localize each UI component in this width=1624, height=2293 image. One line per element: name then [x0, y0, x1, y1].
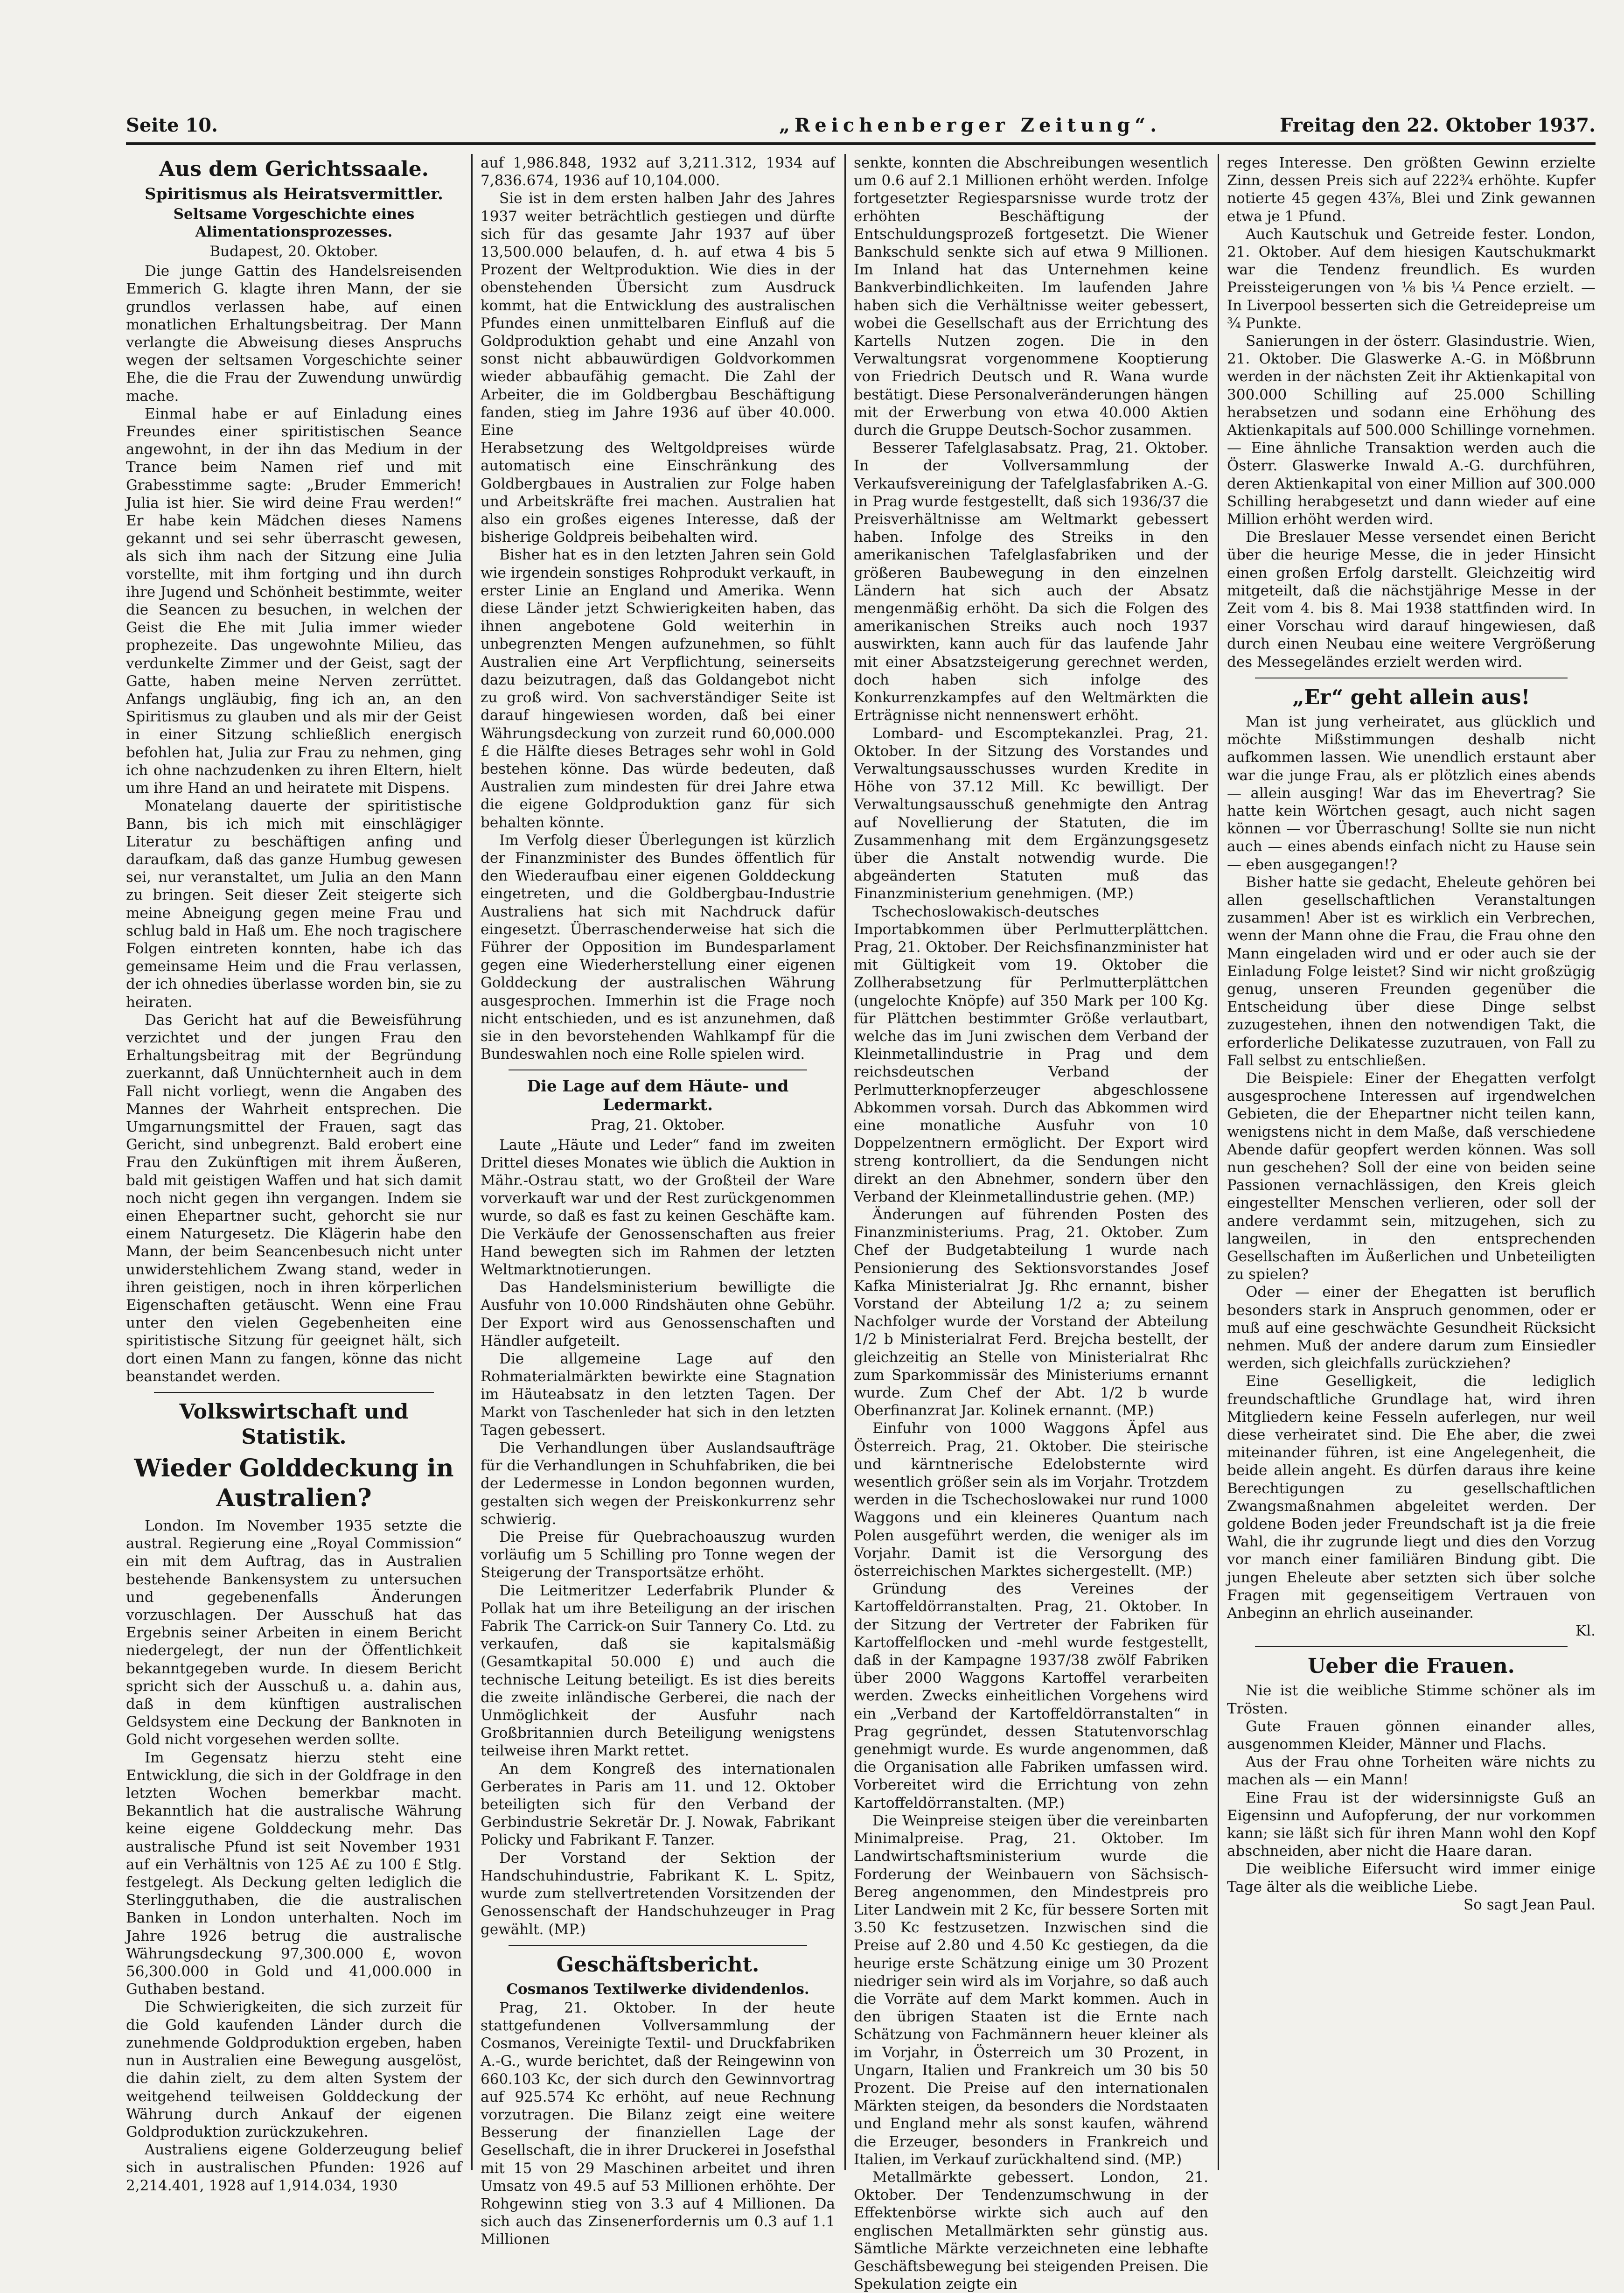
- paragraph: Die Schwierigkeiten, die sich zurzeit für die Gold kaufenden Länder durch die zunehmende Goldproduktion ergeben, haben nun in Australien eine Bewegung ausgelöst, die dahin zielt, zu dem alten System der weitgehend teilweisen Golddeckung der Währung durch Ankauf der eigenen Goldproduktion zurückzukehren.: [126, 1999, 462, 2140]
- section-title: Geschäftsbericht.: [556, 1952, 760, 1977]
- paragraph: Die Breslauer Messe versendet einen Bericht über die heurige Messe, die in jeder Hinsicht einen großen Erfolg darstellt. Gleichzeitig wird mitgeteilt, daß die nächstjährige Messe in der Zeit vom 4. bis 8. Mai 1938 stattfinden wird. In einer Vorschau wird darauf hingewiesen, daß durch einen Neubau eine weitere Vergrößerung des Messegeländes erzielt werden wird.: [1227, 529, 1596, 671]
- paragraph: Im Gegensatz hierzu steht eine Entwicklung, die sich in der Goldfrage in den letzten Wochen bemerkbar macht. Bekanntlich hat die australische Währung keine eigene Golddeckung mehr. Das australische Pfund ist seit November 1931 auf ein Verhältnis von 125 A£ zu 100 £ Stlg. festgelegt. Als Deckung gelten lediglich die Sterlingguthaben, die die australischen Banken in London unterhalten. Noch im Jahre 1926 betrug die australische Währungsdeckung 97,300.000 £, wovon 56,300.000 in Gold und 41,000.000 in Guthaben bestand.: [126, 1749, 462, 1998]
- paragraph: Gründung des Vereines der Kartoffeldörranstalten. Prag, 21. Oktober. In der Sitzung der Vertreter der Fabriken für Kartoffelflocken und -mehl wurde festgestellt, daß in der Kampagne 1937/38 zwölf Fabriken über 2000 Waggons Kartoffel verarbeiten werden. Zwecks einheitlichen Vorgehens wird ein „Verband der Kartoffeldörranstalten“ in Prag gegründet, dessen Statutenvorschlag genehmigt wurde. Es wurde angenommen, daß die Organisation alle Fabriken umfassen wird. Vorbereitet wird die Errichtung von zehn Kartoffeldörranstalten. (MP.): [854, 1580, 1208, 1811]
- paragraph: An dem Kongreß des internationalen Gerberates in Paris am 11. und 12. Oktober beteiligten sich für den Verband der Gerbindustrie Sekretär Dr. J. Nowak, Fabrikant Policky und Fabrikant F. Tanzer.: [481, 1760, 835, 1849]
- paragraph: Prag, 21. Oktober. In der heute stattgefundenen Vollversammlung der Cosmanos, Vereinigte Textil- und Druckfabriken A.-G., wurde berichtet, daß der Reingewinn von 660.103 Kc, der sich durch den Gewinnvortrag auf 925.574 Kc erhöht, auf neue Rechnung vorzutragen. Die Bilanz zeigt eine weitere Besserung der finanziellen Lage der Gesellschaft, die in ihrer Druckerei in Josefsthal mit 15 von 29 Maschinen arbeitet und ihren Umsatz von 49.5 auf 53 Millionen erhöhte. Der Rohgewinn stieg von 3.3 auf 4 Millionen. Da sich auch das Zinsenerfordernis um 0.3 auf 1.1 Millionen: [481, 1999, 835, 2248]
- article-title: Cosmanos Textilwerke dividendenlos.: [506, 1980, 809, 1998]
- paragraph: Sie ist in dem ersten halben Jahr des Jahres 1937 weiter beträchtlich gestiegen und dürfte sich für das gesamte Jahr 1937 auf über 13,500.000 belaufen, d. h. auf etwa 4 bis 5 Prozent der Weltproduktion. Wie dies in der obenstehenden Übersicht zum Ausdruck kommt, hat die Entwicklung des australischen Pfundes einen unmittelbaren Einfluß auf die Goldproduktion gehabt und eine Anzahl von sonst nicht abbauwürdigen Goldvorkommen wieder abbaufähig gemacht. Die Zahl der Arbeiter, die im Goldbergbau Beschäftigung fanden, stieg im Jahre 1936 auf über 40.000. Eine: [481, 190, 835, 439]
- paragraph: Einmal habe er auf Einladung eines Freundes einer spiritistischen Seance angewohnt, in der ihn das Medium in der Trance beim Namen rief und mit Grabesstimme sagte: „Bruder Emmerich! Julia ist hier. Sie wird deine Frau werden!“ Er habe kein Mädchen dieses Namens gekannt und sei sehr überrascht gewesen, als sich ihm nach der Sitzung eine Julia vorstellte, mit ihm fortging und ihn durch ihre Jugend und Schönheit bestimmte, weiter die Seancen zu besuchen, in welchen der Geist die Ehe mit Julia immer wieder prophezeite. Das ungewohnte Milieu, das verdunkelte Zimmer und der Geist, sagt der Gatte, haben meine Nerven zerrüttet. Anfangs ungläubig, fing ich an, an den Spiritismus zu glauben und als mir der Geist in einer Sitzung schließlich energisch befohlen hat, Julia zur Frau zu nehmen, ging ich ohne nachzudenken zu ihren Eltern, hielt um ihre Hand an und heiratete mit Dispens.: [126, 405, 462, 797]
- column-divider: [844, 154, 846, 2170]
- newspaper-title: „Reichenberger Zeitung“.: [779, 114, 1162, 136]
- paragraph: Einfuhr von 1000 Waggons Äpfel aus Österreich. Prag, 21. Oktober. Die steirische und kärntnerische Edelobsternte wird wesentlich größer sein als im Vorjahr. Trotzdem werden in die Tschechoslowakei nur rund 1000 Waggons und ein kleineres Quantum nach Polen ausgeführt werden, die weniger als im Vorjahr. Damit ist die Versorgung des österreichischen Marktes sichergestellt. (MP.): [854, 1420, 1208, 1580]
- paragraph: senkte, konnten die Abschreibungen wesentlich um 0.6 auf 2.1 Millionen erhöht werden. Infolge fortgesetzter Regiesparsnisse wurde trotz der erhöhten Beschäftigung der Entschuldungsprozeß fortgesetzt. Die Wiener Bankschuld senkte sich auf etwa 9 Millionen. Im Inland hat das Unternehmen keine Bankverbindlichkeiten. Im laufenden Jahre haben sich die Verhältnisse weiter gebessert, wobei die Gesellschaft aus der Errichtung des Kartells Nutzen zogen. Die in den Verwaltungsrat vorgenommene Kooptierung von Friedrich Deutsch und R. Wana wurde bestätigt. Diese Personalveränderungen hängen mit der Erwerbung von etwa 40.000 Aktien durch die Gruppe Deutsch-Sochor zusammen.: [854, 154, 1208, 439]
- paragraph: Nie ist die weibliche Stimme schöner als im Trösten.: [1227, 1682, 1596, 1717]
- author-signature: So sagt Jean Paul.: [1463, 1896, 1596, 1913]
- paragraph: Laute „Häute und Leder“ fand im zweiten Drittel dieses Monates wie üblich die Auktion in Mähr.-Ostrau statt, wo der Großteil der Ware vorverkauft war und der Rest zurückgenommen wurde, so daß es fast zu keinen Geschäfte kam. Die Verkäufe der Genossenschaften aus freier Hand bewegten sich im Rahmen der letzten Weltmarktnotierungen.: [481, 1136, 835, 1278]
- column-1: [126, 154, 462, 2194]
- paragraph: London. Im November 1935 setzte die austral. Regierung eine „Royal Commission“ ein mit dem Auftrag, das in Australien bestehende Bankensystem zu untersuchen und gegebenenfalls Änderungen vorzuschlagen. Der Ausschuß hat das Ergebnis seiner Arbeiten in einem Bericht niedergelegt, der nun der Öffentlichkeit bekanntgegeben wurde. In diesem Bericht spricht sich der Ausschuß u. a. dahin aus, daß in dem künftigen australischen Geldsystem eine Deckung der Banknoten in Gold nicht vorgesehen werden sollte.: [126, 1517, 462, 1748]
- paragraph: Auch Kautschuk und Getreide fester. London, 21. Oktober. Auf dem hiesigen Kautschukmarkt war die Tendenz freundlich. Es wurden Preissteigerungen von ⅛ bis ¼ Pence erzielt. — In Liverpool besserten sich die Getreidepreise um ¾ Punkte.: [1227, 225, 1596, 332]
- paragraph: Eine Geselligkeit, die lediglich freundschaftliche Grundlage hat, wird ihren Mitgliedern keine Fesseln auferlegen, nur weil diese verheiratet sind. Die Ehe aber, die zwei miteinander führen, ist eine Angelegenheit, die beide allein angeht. Es dürfen daraus ihre keine Berechtigungen zu gesellschaftlichen Zwangsmaßnahmen abgeleitet werden. Der goldene Boden jeder Freundschaft ist ja die freie Wahl, die ihr zugrunde liegt und dies den Vorzug vor manch einer familiären Bindung gibt. Die jungen Eheleute aber setzten sich über solche Fragen mit gegenseitigem Vertrauen von Anbeginn an ehrlich auseinander.: [1227, 1373, 1596, 1622]
- paragraph: Man ist jung verheiratet, aus glücklich und möchte Mißstimmungen deshalb nicht aufkommen lassen. Wie unendlich erstaunt aber war die junge Frau, als er plötzlich eines abends — allein ausging! War das im Ehevertrag? Sie hatte kein Wörtchen gesagt, auch nicht sagen können — vor Überraschung! Sollte sie nun nicht auch — eines abends einfach nicht zu Hause sein — eben ausgegangen!?: [1227, 713, 1596, 873]
- paragraph: Metallmärkte gebessert. London, 21. Oktober. Der Tendenzumschwung in der Effektenbörse wirkte sich auch auf den englischen Metallmärkten sehr günstig aus. Sämtliche Märkte verzeichneten eine lebhafte Geschäftsbewegung bei steigenden Preisen. Die Spekulation zeigte ein: [854, 2168, 1208, 2293]
- paragraph: Die allgemeine Lage auf den Rohmaterialmärkten bewirkte eine Stagnation im Häuteabsatz in den letzten Tagen. Der Markt von Taschenleder hat sich in den letzten Tagen gebessert.: [481, 1350, 835, 1439]
- paragraph: Im Verfolg dieser Überlegungen ist kürzlich der Finanzminister des Bundes öffentlich für den Wiederaufbau einer eigenen Golddeckung eingetreten, und die Goldbergbau-Industrie Australiens hat sich mit Nachdruck dafür eingesetzt. Überraschenderweise hat sich die Führer der Opposition im Bundesparlament gegen eine Wiederherstellung einer eigenen Golddeckung der australischen Währung ausgesprochen. Immerhin ist die Frage noch nicht entschieden, und es ist anzunehmen, daß sie in den bevorstehenden Wahlkampf für die Bundeswahlen noch eine Rolle spielen wird.: [481, 832, 835, 1063]
- author-signature: Kl.: [1575, 1622, 1596, 1640]
- separator: [1255, 1646, 1568, 1647]
- paragraph: Bisher hat es in den letzten Jahren sein Gold wie irgendein sonstiges Rohprodukt verkauft, in erster Linie an England und Amerika. Wenn diese Länder jetzt Schwierigkeiten haben, das ihnen angebotene Gold weiterhin in unbegrenzten Mengen aufzunehmen, so fühlt Australien eine Art Verpflichtung, seinerseits dazu beizutragen, daß das Goldangebot nicht zu groß wird. Von sachverständiger Seite ist darauf hingewiesen worden, daß bei einer Währungsdeckung von zurzeit rund 60,000.000 £ die Hälfte dieses Betrages sehr wohl in Gold bestehen könne. Das würde bedeuten, daß Australien zum mindesten für drei Jahre etwa die eigene Goldproduktion ganz für sich behalten könnte.: [481, 546, 835, 831]
- dateline: Budapest, 20. Oktober.: [209, 243, 378, 260]
- paragraph: reges Interesse. Den größten Gewinn erzielte Zinn, dessen Preis sich auf 222¾ erhöhte. Kupfer notierte 45 gegen 43⅞, Blei und Zink gewannen etwa je 1 Pfund.: [1227, 154, 1596, 225]
- article-title: Wieder Golddeckung in Australien?: [134, 1454, 454, 1512]
- article-title: Spiritismus als Heiratsvermittler.: [145, 185, 443, 203]
- paragraph: Die Preise für Quebrachoauszug wurden vorläufig um 5 Schilling pro Tonne wegen der Steigerung der Transportsätze erhöht.: [481, 1529, 835, 1581]
- section-title: Aus dem Gerichtssaale.: [159, 157, 429, 181]
- paragraph: Monatelang dauerte der spiritistische Bann, bis ich mich mit einschlägiger Literatur zu beschäftigen anfing und daraufkam, daß das ganze Humbug gewesen sei, nur veranstaltet, um Julia an den Mann zu bringen. Seit dieser Zeit steigerte sich meine Abneigung gegen meine Frau und schlug bald in Haß um. Ehe noch tragischere Folgen eintreten konnten, habe ich das gemeinsame Heim und die Frau verlassen, der ich ohnedies überlasse worden bin, sie zu heiraten.: [126, 797, 462, 1011]
- column-divider: [1218, 154, 1219, 2170]
- paragraph: Das Handelsministerium bewilligte die Ausfuhr von 10.000 Rindshäuten ohne Gebühr. Der Export wird aus Genossenschaften und Händler aufgeteilt.: [481, 1279, 835, 1349]
- paragraph: Tschechoslowakisch-deutsches Importabkommen über Perlmutterplättchen. Prag, 21. Oktober. Der Reichsfinanzminister hat mit Gültigkeit vom 19. Oktober die Zollherabsetzung für Perlmutterplättchen (ungelochte Knöpfe) auf 350 Mark per 100 Kg. für Plättchen bestimmter Größe verlautbart, welche das im Juni zwischen dem Verband der Kleinmetallindustrie in Prag und dem reichsdeutschen Verband der Perlmutterknopferzeuger abgeschlossene Abkommen vorsah. Durch das Abkommen wird eine monatliche Ausfuhr von 10 Doppelzentnern ermöglicht. Der Export wird streng kontrolliert, da die Sendungen nicht direkt an den Abnehmer, sondern über den Verband der Kleinmetallindustrie gehen. (MP.): [854, 903, 1208, 1205]
- paragraph: Aus der Frau ohne Torheiten wäre nichts zu machen als — ein Mann!: [1227, 1754, 1596, 1789]
- dateline: Prag, 21. Oktober.: [591, 1117, 725, 1134]
- paragraph: Sanierungen in der österr. Glasindustrie. Wien, 21. Oktober. Die Glaswerke A.-G. in Mößbrunn werden in der nächsten Zeit ihr Aktienkapital von 300.000 Schilling auf 25.000 Schilling herabsetzen und sodann eine Erhöhung des Aktienkapitals auf 500.000 Schillinge vornehmen. — Eine ähnliche Transaktion werden auch die Österr. Glaswerke Inwald A.-G. durchführen, deren Aktienkapital von einer Million auf 300.000 Schilling herabgesetzt und dann wieder auf eine Million erhöht werden wird.: [1227, 333, 1596, 528]
- paragraph: Oder — einer der Ehegatten ist beruflich besonders stark in Anspruch genommen, oder er muß auf eine geschwächte Gesundheit Rücksicht nehmen. Muß der andere darum zum Einsiedler werden, sich gleichfalls zurückziehen?: [1227, 1284, 1596, 1372]
- paragraph: Die weibliche Eifersucht wird immer einige Tage älter als die weibliche Liebe.: [1227, 1860, 1596, 1895]
- column-divider: [471, 154, 473, 2170]
- page-number: Seite 10.: [126, 114, 218, 136]
- separator: [154, 1392, 434, 1393]
- paragraph: Bisher hatte sie gedacht, Eheleute gehören bei allen gesellschaftlichen Veranstaltungen zusammen! Aber ist es wirklich ein Verbrechen, wenn der Mann ohne die Frau, die Frau ohne den Mann eingeladen wird und er oder auch sie der Einladung Folge leistet? Sind wir nicht großzügig genug, unseren Freunden gegenüber die Entscheidung über diese Dinge selbst zuzugestehen, ihnen den notwendigen Takt, die erforderliche Delikatesse zuzutrauen, von Fall zu Fall selbst zu entschließen.: [1227, 874, 1596, 1069]
- paragraph: Das Gericht hat auf die Beweisführung verzichtet und der jungen Frau den Erhaltungsbeitrag mit der Begründung zuerkannt, daß Unnüchternheit auch in dem Fall nicht vorliegt, wenn die Angaben des Mannes der Wahrheit entsprechen. Die Umgarnungsmittel der Frauen, sagt das Gericht, sind unbegrenzt. Bald erobert eine Frau den Zukünftigen mit ihrem Äußeren, bald mit geistigen Waffen und hat sich damit noch nicht gegen ihn vergangen. Indem sie einen Ehepartner sucht, gehorcht sie nur einem Naturgesetz. Die Klägerin habe den Mann, der beim Seancenbesuch nicht unter unwiderstehlichem Zwang stand, weder in ihren geistigen, noch in ihren körperlichen Eigenschaften getäuscht. Wenn eine Frau unter den vielen Gegebenheiten eine spiritistische Sitzung für geeignet hält, sich dort einen Mann zu fangen, könne das nicht beanstandet werden.: [126, 1011, 462, 1385]
- article-title: Ueber die Frauen.: [1308, 1654, 1515, 1678]
- issue-date: Freitag den 22. Oktober 1937.: [1279, 114, 1596, 136]
- column-2: [481, 154, 835, 2248]
- article-title: „Er“ geht allein aus!: [1292, 685, 1530, 709]
- article-subtitle: Seltsame Vorgeschichte eines Alimentationsprozesses.: [173, 206, 415, 240]
- paragraph: Australiens eigene Golderzeugung belief sich in australischen Pfunden: 1926 auf 2,214.401, 1928 auf 1,914.034, 1930: [126, 2141, 462, 2194]
- paragraph: Die Verhandlungen über Auslandsaufträge für die Verhandlungen in Schuhfabriken, die bei der Ledermesse in London begonnen wurden, gestalten sich wegen der Preiskonkurrenz sehr schwierig.: [481, 1440, 835, 1528]
- paragraph: Eine Frau ist der widersinnigste Guß an Eigensinn und Aufopferung, der nur vorkommen kann; sie läßt sich für ihren Mann wohl den Kopf abschneiden, aber nicht die Haare daran.: [1227, 1789, 1596, 1860]
- paragraph: Herabsetzung des Weltgoldpreises würde automatisch eine Einschränkung des Goldbergbaues in Australien zur Folge haben und Arbeitskräfte frei machen. Australien hat also ein großes eigenes Interesse, daß der bisherige Goldpreis beibehalten wird.: [481, 440, 835, 546]
- paragraph: Änderungen auf führenden Posten des Finanzministeriums. Prag, 21. Oktober. Zum Chef der Budgetabteilung 1 wurde nach Pensionierung des Sektionsvorstandes Josef Kafka Ministerialrat Jg. Rhc ernannt, bisher Vorstand der Abteilung 1/2 a; zu seinem Nachfolger wurde der Vorstand der Abteilung 1/2 b Ministerialrat Ferd. Brejcha bestellt, der gleichzeitig an Stelle von Ministerialrat Rhc zum Sparkommissär des Ministeriums ernannt wurde. Zum Chef der Abt. 1/2 b wurde Oberfinanzrat Jar. Kolinek ernannt. (MP.): [854, 1206, 1208, 1419]
- paragraph: Die Leitmeritzer Lederfabrik Plunder & Pollak hat um ihre Beteiligung an der irischen Fabrik The Carrick-on Suir Tannery Co. Ltd. zu verkaufen, daß sie kapitalsmäßig (Gesamtkapital 50.000 £) und auch die technische Leitung beteiligt. Es ist dies bereits die zweite inländische Gerberei, die nach der Unmöglichkeit der Ausfuhr nach Großbritannien durch Beteiligung wenigstens teilweise ihren Markt rettet.: [481, 1582, 835, 1760]
- article-title: Die Lage auf dem Häute- und Ledermarkt.: [527, 1077, 789, 1115]
- column-4: [1227, 154, 1596, 2180]
- column-3: [854, 154, 1208, 2293]
- section-title: Volkswirtschaft und Statistik.: [179, 1400, 409, 1449]
- paragraph: Die Beispiele: Einer der Ehegatten verfolgt ausgesprochene Interessen auf irgendwelchen Gebieten, die der Ehepartner nicht teilen kann, wenigstens nicht in dem Maße, daß verschiedene Abende dafür geopfert werden können. Was soll nun geschehen? Soll der eine von beiden seine Passionen vernachlässigen, den Kreis gleich eingestellter Menschen verlieren, oder soll der andere verdammt sein, mitzugehen, sich zu langweilen, in den entsprechenden Gesellschaften im Äußerlichen und Unbeteiligten zu spielen?: [1227, 1070, 1596, 1283]
- paragraph: auf 1,986.848, 1932 auf 3,211.312, 1934 auf 7,836.674, 1936 auf 10,104.000.: [481, 154, 835, 189]
- paragraph: Lombard- und Escomptekanzlei. Prag, 21. Oktober. In der Sitzung des Vorstandes und Verwaltungsausschusses wurden Kredite in Höhe von 37.12 Mill. Kc bewilligt. Der Verwaltungsausschuß genehmigte den Antrag auf Novellierung der Statuten, die im Zusammenhang mit dem Ergänzungsgesetz über die Anstalt notwendig wurde. Die abgeänderten Statuten muß das Finanzministerium genehmigen. (MP.): [854, 725, 1208, 902]
- header-rule: [126, 142, 1596, 145]
- separator: [509, 1945, 807, 1946]
- paragraph: Der Vorstand der Sektion der Handschuhindustrie, Fabrikant K. L. Spitz, wurde zum stellvertretenden Vorsitzenden der Genossenschaft der Handschuhzeuger in Prag gewählt. (MP.): [481, 1849, 835, 1938]
- paragraph: Die Weinpreise steigen über die vereinbarten Minimalpreise. Prag, 21. Oktober. Im Landwirtschaftsministerium wurde die Forderung der Weinbauern von Sächsisch-Bereg angenommen, den Mindestpreis pro Liter Landwein mit 2 Kc, für bessere Sorten mit 3.50 Kc festzusetzen. Inzwischen sind die Preise auf 2.80 und 4.50 Kc gestiegen, da die heurige erste Schätzung einige um 30 Prozent niedriger sein wird als im Vorjahre, so daß auch die Vorräte auf dem Markt kommen. Auch in den übrigen Staaten ist die Ernte nach Schätzung von Fachmännern heuer kleiner als im Vorjahr, in Österreich um 30 Prozent, in Ungarn, Italien und Frankreich um 30 bis 50 Prozent. Die Preise auf den internationalen Märkten steigen, da besonders die Nordstaaten und England mehr als sonst kaufen, während die Erzeuger, besonders in Frankreich und Italien, im Verkauf zurückhaltend sind. (MP.): [854, 1812, 1208, 2168]
- paragraph: Gute Frauen gönnen einander alles, ausgenommen Kleider, Männer und Flachs.: [1227, 1718, 1596, 1753]
- page-header: [126, 114, 1596, 142]
- paragraph: Die junge Gattin des Handelsreisenden Emmerich G. klagte ihren Mann, der sie grundlos verlassen habe, auf einen monatlichen Erhaltungsbeitrag. Der Mann verlangte die Abweisung dieses Anspruchs wegen der seltsamen Vorgeschichte seiner Ehe, die die Frau der Zuwendung unwürdig mache.: [126, 263, 462, 405]
- paragraph: Besserer Tafelglasabsatz. Prag, 21. Oktober. In der Vollversammlung der Verkaufsvereinigung der Tafelglasfabriken A.-G. in Prag wurde festgestellt, daß sich 1936/37 die Preisverhältnisse am Weltmarkt gebessert haben. Infolge des Streiks in den amerikanischen Tafelglasfabriken und der größeren Baubewegung in den einzelnen Ländern hat sich auch der Absatz mengenmäßig erhöht. Da sich die Folgen des amerikanischen Streiks auch noch 1937 auswirkten, kann auch für das laufende Jahr mit einer Absatzsteigerung gerechnet werden, doch haben sich infolge des Konkurrenzkampfes auf den Weltmärkten die Erträgnisse nicht nennenswert erhöht.: [854, 440, 1208, 724]
